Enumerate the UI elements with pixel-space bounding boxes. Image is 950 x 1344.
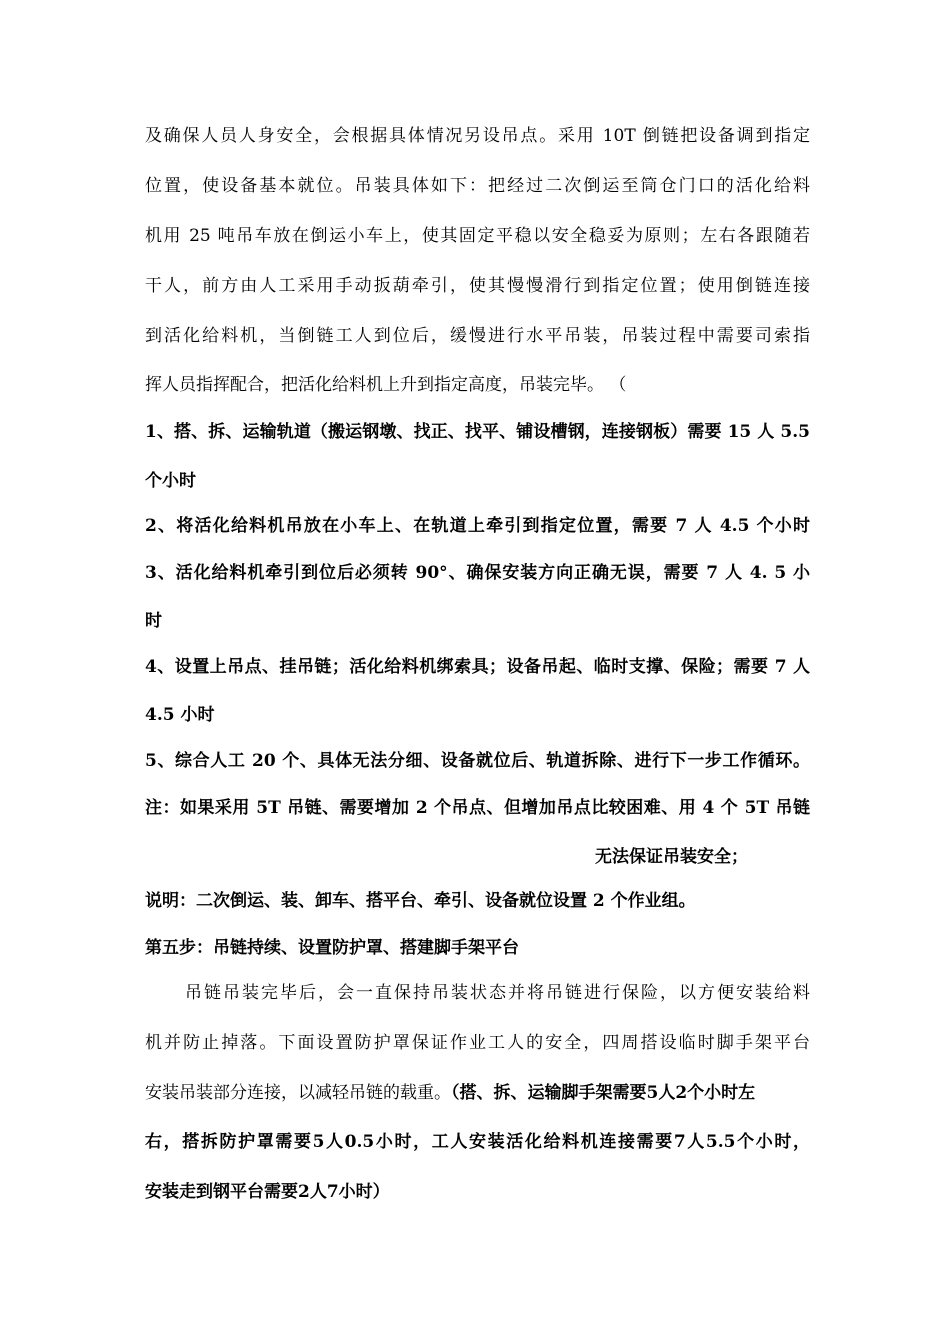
- paragraph-line: 位置，使设备基本就位。吊装具体如下：把经过二次倒运至筒仓门口的活化给料: [145, 176, 810, 196]
- paragraph-line: 到活化给料机，当倒链工人到位后，缓慢进行水平吊装，吊装过程中需要司索指: [145, 326, 810, 346]
- paragraph-line: 干人，前方由人工采用手动扳葫牵引，使其慢慢滑行到指定位置；使用倒链连接: [145, 276, 810, 296]
- list-item-5: 5、综合人工 20 个、具体无法分细、设备就位后、轨道拆除、进行下一步工作循环。: [145, 751, 810, 771]
- list-item-4: 4、设置上吊点、挂吊链；活化给料机绑索具；设备吊起、临时支撑、保险；需要 7 人: [145, 657, 810, 677]
- list-item-3-cont: 时: [145, 611, 162, 631]
- paragraph-line-mixed: [145, 1081, 810, 1105]
- note-line: 注：如果采用 5T 吊链、需要增加 2 个吊点、但增加吊点比较困难、用 4 个 5T 吊链: [145, 798, 810, 818]
- list-item-1-cont: 个小时: [145, 471, 196, 491]
- list-item-3: 3、活化给料机牵引到位后必须转 90°、确保安装方向正确无误，需要 7 人 4. 5 小: [145, 563, 810, 583]
- bold-note-line: 右，搭拆防护罩需要5人0.5小时，工人安装活化给料机连接需要7人5.5个小时，: [145, 1132, 810, 1152]
- paragraph-line: 机并防止掉落。下面设置防护罩保证作业工人的安全，四周搭设临时脚手架平台: [145, 1033, 810, 1053]
- paragraph-line: 及确保人员人身安全，会根据具体情况另设吊点。采用 10T 倒链把设备调到指定: [145, 126, 810, 146]
- bold-note-line: 安装走到钢平台需要2人7小时）: [145, 1182, 390, 1202]
- list-item-1: 1、搭、拆、运输轨道（搬运钢墩、找正、找平、铺设槽钢，连接钢板）需要 15 人 5.5: [145, 422, 810, 442]
- paragraph-text: 安装吊装部分连接，以减轻吊链的载重。: [145, 1083, 451, 1103]
- paragraph-line: 吊链吊装完毕后，会一直保持吊装状态并将吊链进行保险，以方便安装给料: [185, 983, 810, 1003]
- bold-note-text: （搭、拆、运输脚手架需要5人2个小时左: [451, 1083, 756, 1103]
- paragraph-line: 机用 25 吨吊车放在倒运小车上，使其固定平稳以安全稳妥为原则；左右各跟随若: [145, 226, 810, 246]
- paragraph-line: 挥人员指挥配合，把活化给料机上升到指定高度，吊装完毕。 （: [145, 375, 627, 395]
- explanation-line: 说明：二次倒运、装、卸车、搭平台、牵引、设备就位设置 2 个作业组。: [145, 891, 696, 911]
- list-item-2: 2、将活化给料机吊放在小车上、在轨道上牵引到指定位置，需要 7 人 4.5 个小时: [145, 516, 810, 536]
- note-line-cont: 无法保证吊装安全；: [595, 847, 748, 867]
- list-item-4-cont: 4.5 小时: [145, 705, 215, 725]
- step-heading: 第五步：吊链持续、设置防护罩、搭建脚手架平台: [145, 938, 519, 958]
